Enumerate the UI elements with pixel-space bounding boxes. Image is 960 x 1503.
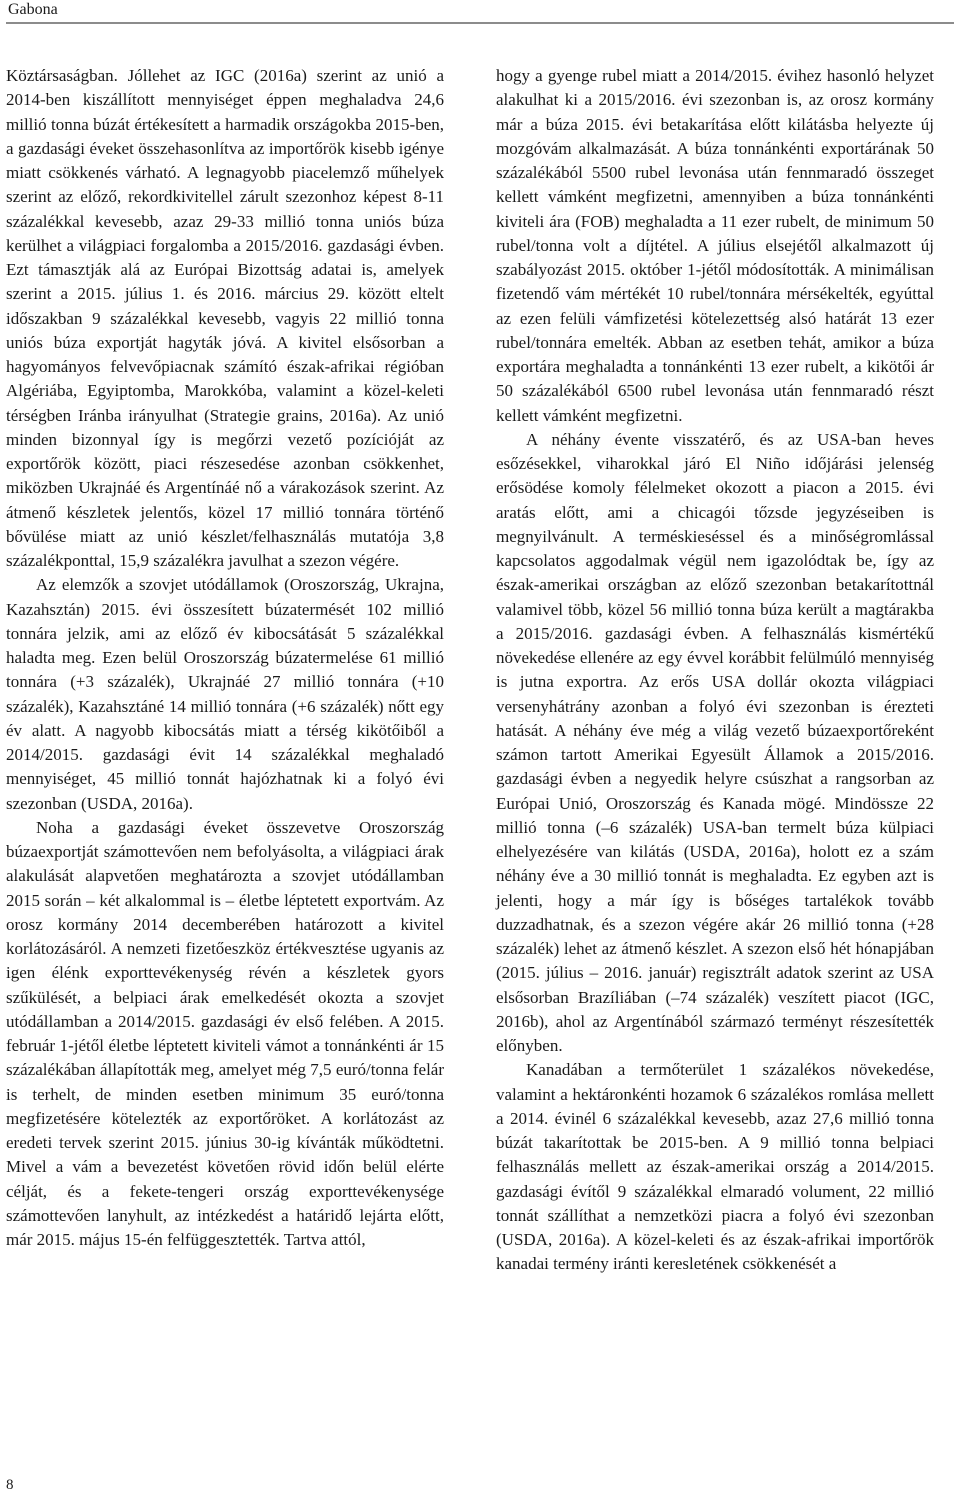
- right-paragraph-3: Kanadában a termőterület 1 százalékos növekedése, valamint a hektáronkénti hozamok 6 százalékos romlása mellett a 2014. évinél 6 százalékkal kevesebb, azaz 27,6 millió tonna búzát takarítottak be 2015-ben. A 9 millió tonna belpiaci felhasználás mellett az észak-amerikai ország a 2014/2015. gazdasági évítől 9 százalékkal elmaradó volument, 22 millió tonnát szállíthat a nemzetközi piacra a folyó évi szezonban (USDA, 2016a). A közel-keleti és az észak-afrikai importőrök kanadai termény iránti keresletének csökkenését a: [496, 1060, 934, 1274]
- page-number: 8: [6, 1477, 14, 1493]
- left-paragraph-2: Az elemzők a szovjet utódállamok (Oroszország, Ukrajna, Kazahsztán) 2015. évi összesített búzatermését 102 millió tonnára jelzik, ami az előző év kibocsátását 5 százalékkal haladta meg. Ezen belül Oroszország búzatermelése 61 millió tonnára (+3 százalék), Ukrajnáé 27 millió tonnára (+10 százalék), Kazahsztáné 14 millió tonnára (+6 százalék) nőtt egy év alatt. A nagyobb kibocsátás miatt a térség kikötőiből a 2014/2015. gazdasági évit 14 százalékkal meghaladó mennyiséget, 45 millió tonnát hajózhatnak ki a folyó évi szezonban (USDA, 2016a).: [6, 575, 444, 813]
- left-paragraph-3: Noha a gazdasági éveket összevetve Oroszország búzaexportját számottevően nem befolyásolta, a világpiaci árak alakulását alapvetően meghatározta a szovjet utódállamban 2015 során – két alkalommal is – életbe léptetett exportvám. Az orosz kormány 2014 decemberében határozott a kivitel korlátozásáról. A nemzeti fizetőeszköz értékvesztése ugyanis az igen élénk exporttevékenység révén a készletek gyors szűkülését, a belpiaci árak emelkedését okozta a szovjet utódállamban a 2014/2015. gazdasági év első felében. A 2015. február 1-jétől életbe léptetett kiviteli vámot a tonnánkénti ár 15 százalékában állapították meg, amelyet még 7,5 euró/tonna felár is terhelt, de minden esetben minimum 35 euró/tonna megfizetésére kötelezték az exportőröket. A korlátozást az eredeti tervek szerint 2015. június 30-ig kívánták működtetni. Mivel a vám a bevezetést követően rövid időn belül elérte célját, és a fekete-tengeri ország exporttevékenysége számottevően lanyhult, az intézkedést a határidő lejárta előtt, már 2015. május 15-én felfüggesztették. Tartva attól,: [6, 817, 444, 1249]
- right-paragraph-1: hogy a gyenge rubel miatt a 2014/2015. évihez hasonló helyzet alakulhat ki a 2015/2016. évi szezonban is, az orosz kormány már a búza 2015. évi betakarítása előtt kilátásba helyezte új mozgóvám alkalmazását. A búza tonnánkénti exportárának 50 százalékából 5500 rubel levonása után fennmaradó összeget kellett vámként megfizetni, amennyiben a búza tonnánkénti kiviteli ára (FOB) meghaladta a 11 ezer rubelt, de minimum 50 rubel/tonna volt a díjtétel. A július elsejétől alkalmazott új szabályozást 2015. október 1-jétől módosították. A minimálisan fizetendő vám mértékét 10 rubel/tonnára mérsékelték, egyúttal az ezen felüli vámfizetési kötelezettség alsó határát 13 ezer rubel/tonnára emelték. Abban az esetben tehát, amikor a búza exportára meghaladta a tonnánkénti 13 ezer rubelt, a kikötői ár 50 százalékából 6500 rubel levonása után fennmaradó részt kellett vámként megfizetni.: [496, 66, 934, 425]
- right-column: [496, 64, 934, 1277]
- running-header: [6, 0, 954, 24]
- running-title: Gabona: [8, 1, 58, 18]
- left-paragraph-1: Köztársaságban. Jóllehet az IGC (2016a) szerint az unió a 2014-ben kiszállított mennyiséget éppen meghaladva 24,6 millió tonna búzát értékesített a harmadik országokba 2015-ben, a gazdasági éveket összehasonlítva az importőrök kisebb igénye miatt csökkenés várható. A legnagyobb piacelemző műhelyek szerint az előző, rekordkivitellel zárult szezonhoz képest 8-11 százalékkal kevesebb, azaz 29-33 millió tonna uniós búza kerülhet a világpiaci forgalomba a 2015/2016. gazdasági évben. Ezt támasztják alá az Európai Bizottság adatai is, amelyek szerint a 2015. július 1. és 2016. március 29. között eltelt időszakban 9 százalékkal kevesebb, vagyis 22 millió tonna uniós búza exportját hagyták jóvá. A kivitel elsősorban a hagyományos felvevőpiacnak számító észak-afrikai régióban Algériába, Egyiptomba, Marokkóba, valamint a közel-keleti térségben Iránba irányulhat (Strategie grains, 2016a). Az unió minden bizonnyal így is megőrzi vezető pozícióját az exportőrök között, piaci részesedése azonban csökkenhet, miközben Ukrajnáé és Argentínáé nő a várakozások szerint. Az átmenő készletek jelentős, közel 17 millió tonnára történő bővülése miatt az unió készlet/felhasználás mutatója 3,8 százalékponttal, 15,9 százalékra javulhat a szezon végére.: [6, 66, 444, 570]
- left-column: [6, 64, 444, 1252]
- right-paragraph-2: A néhány évente visszatérő, és az USA-ban heves esőzésekkel, viharokkal járó El Niño időjárási jelenség erősödése komoly félelmeket okozott a piacon a 2015. évi aratás előtt, ami a chicagói tőzsde jegyzéseiben is megnyilvánult. A terméskieséssel és a minőségromlással kapcsolatos aggodalmak végül nem igazolódtak be, így az észak-amerikai országban az előző szezonban betakarítottnál valamivel több, közel 56 millió tonna búza került a magtárakba a 2015/2016. gazdasági évben. A felhasználás kismértékű növekedése ellenére az egy évvel korábbit felülmúló mennyiség is jutna exportra. Az erős USA dollár okozta világpiaci versenyhátrány azonban a folyó évi szezonban is érezteti hatását. A néhány éve még a világ vezető búzaexportőreként számon tartott Amerikai Egyesült Államok a 2015/2016. gazdasági évben a negyedik helyre csúszhat a rangsorban az Európai Unió, Oroszország és Kanada mögé. Mindössze 22 millió tonna (–6 százalék) USA-ban termelt búza külpiaci elhelyezésére van kilátás (USDA, 2016a), holott ez a szám néhány éve a 30 millió tonnát is meghaladta. Ez egyben azt is jelenti, hogy a már így is bőséges tartalékok tovább duzzadhatnak, és a szezon végére akár 26 millió tonna (+28 százalék) lehet az átmenő készlet. A szezon első hét hónapjában (2015. július – 2016. január) regisztrált adatok szerint az USA elsősorban Brazíliában (–74 százalék) veszített piacot (IGC, 2016b), ahol az Argentínából származó terményt részesítették előnyben.: [496, 429, 934, 1055]
